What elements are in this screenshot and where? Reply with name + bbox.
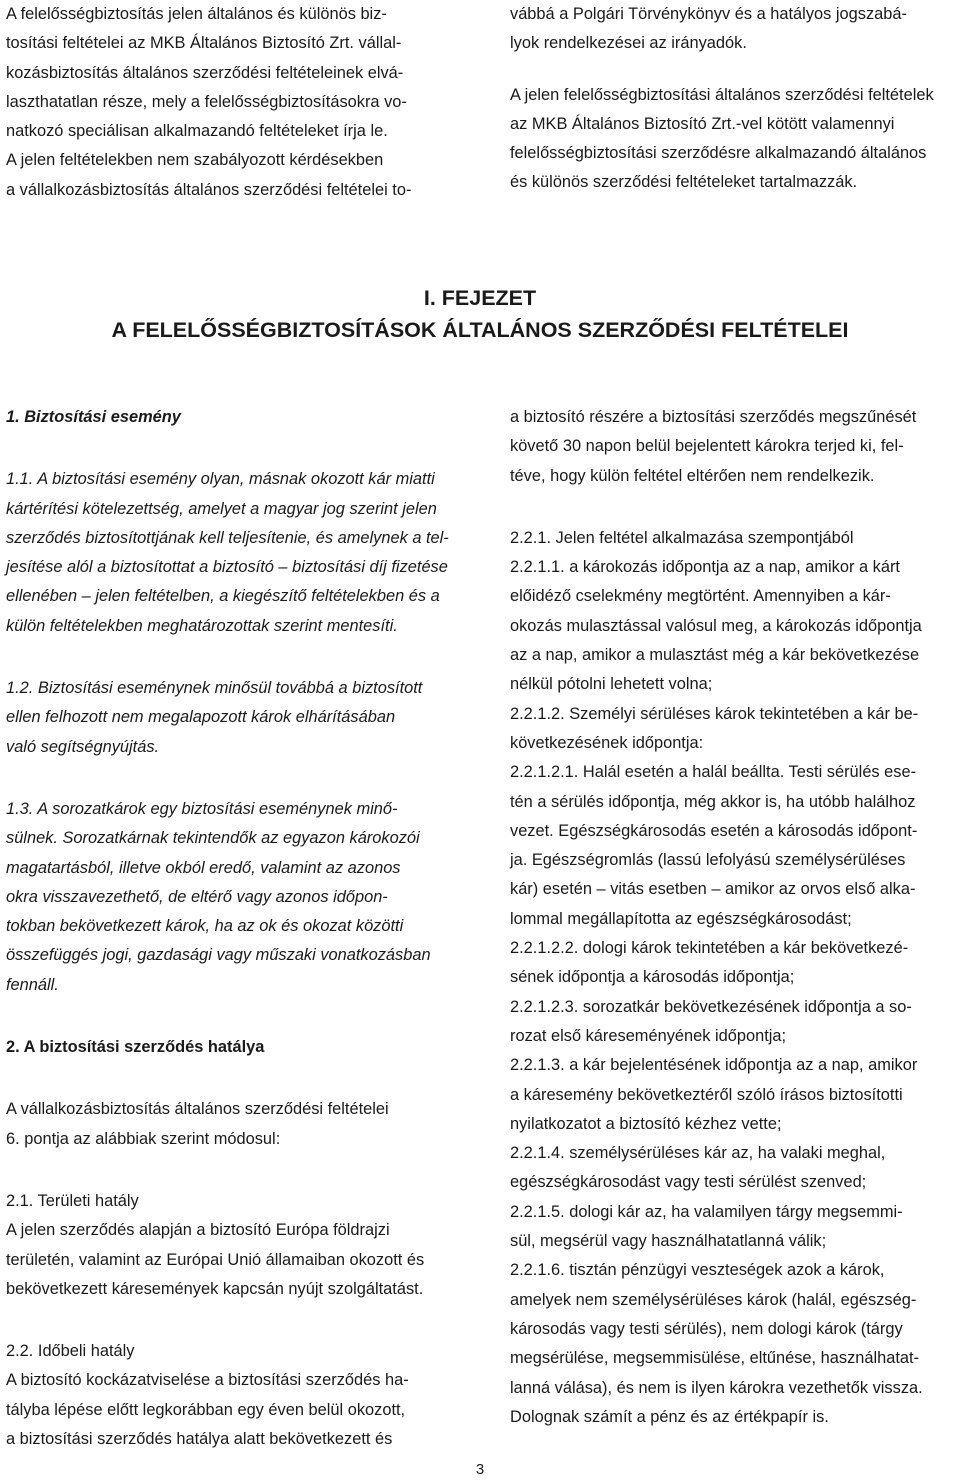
intro-paragraph: A felelősségbiztosítás jelen általános és különös biz- tosítási feltételei az MKB Általános Biztosító Zrt. vállal- kozásbiztosítás általános szerződési feltételeinek elvá- laszthatatlan része, mely a felelősségbiztosításokra vo- natkozó speciálisan alkalmazandó feltételeket írja le. A jelen feltételekben nem szabályozott kérdésekben a vállalkozásbiztosítás általános szerződési feltételei to-	[6, 5, 412, 199]
intro-scope-paragraph: A jelen felelősségbiztosítási általános szerződési feltételek az MKB Általános Biztosító Zrt.-vel kötött valamennyi felelősségbiztosítási szerződésre alkalmazandó általános és különös szerződési feltételeket tartalmazzák.	[510, 85, 934, 192]
page-number: 3	[475, 1461, 485, 1478]
intro-right-column	[510, 0, 958, 198]
paragraph-2-intro: A vállalkozásbiztosítás általános szerződési feltételei 6. pontja az alábbiak szerint módosul:	[6, 1100, 389, 1148]
paragraph-1-3: 1.3. A sorozatkárok egy biztosítási eseménynek minő- sülnek. Sorozatkárnak tekintendők az egyazon károkozói magatartásból, illetve okból eredő, valamint az azonos okra visszavezethető, de eltérő vagy azonos időpon- tokban bekövetkezett károk, ha az ok és okozat közötti összefüggés jogi, gazdasági vagy műszaki vonatkozásban fennáll.	[6, 799, 431, 994]
chapter-heading	[0, 282, 960, 346]
section-heading-1: 1. Biztosítási esemény	[6, 408, 181, 426]
intro-left-column	[6, 0, 454, 205]
paragraph-1-1: 1.1. A biztosítási esemény olyan, másnak okozott kár miatti kártérítési kötelezettség, amelyet a magyar jog szerint jelen szerződés biztosítottjának kell teljesítenie, és amelynek a tel- jesítése alól a biztosítottat a biztosító – biztosítási díj fizetése ellenében – jelen feltételben, a kiegészítő feltételekben és a külön feltételekben meghatározottak szerint mentesíti.	[6, 470, 449, 635]
paragraph-2-1: 2.1. Területi hatály A jelen szerződés alapján a biztosító Európa földrajzi területén, valamint az Európai Unió államaiban okozott és bekövetkezett káresemények kapcsán nyújt szolgáltatást.	[6, 1191, 425, 1298]
paragraph-1-2: 1.2. Biztosítási eseménynek minősül továbbá a biztosított ellen felhozott nem megalapozott károk elhárításában való segítségnyújtás.	[6, 679, 423, 756]
intro-continuation: vábbá a Polgári Törvénykönyv és a hatályos jogszabá- lyok rendelkezései az irányadók.	[510, 5, 907, 53]
chapter-number: I. FEJEZET	[423, 286, 537, 310]
chapter-title: A FELELŐSSÉGBIZTOSÍTÁSOK ÁLTALÁNOS SZERZŐDÉSI FELTÉTELEI	[111, 318, 849, 342]
definitions-list: 2.2.1. Jelen feltétel alkalmazása szempontjából 2.2.1.1. a károkozás időpontja az a nap, amikor a kárt előidéző cselekmény megtörtént. Amennyiben a kár- okozás mulasztással valósul meg, a károkozás időpontja az a nap, amikor a mulasztást még a kár bekövetkezése nélkül pótolni lehetett volna; 2.2.1.2. Személyi sérüléses károk tekintetében a kár be- következésének időpontja: 2.2.1.2.1. Halál esetén a halál beállta. Testi sérülés ese- tén a sérülés időpontja, még akkor is, ha utóbb halálhoz vezet. Egészségkárosodás esetén a károsodás időpont- ja. Egészségromlás (lassú lefolyású személysérüléses kár) esetén – vitás esetben – amikor az orvos első alka- lommal megállapította az egészségkárosodást; 2.2.1.2.2. dologi károk tekintetében a kár bekövetkezé- sének időpontja a károsodás időpontja; 2.2.1.2.3. sorozatkár bekövetkezésének időpontja a so- rozat első káreseményének időpontja; 2.2.1.3. a kár bejelentésének időpontja az a nap, amikor a káresemény bekövetkeztéről szóló írásos biztosítotti nyilatkozatot a biztosító kézhez vette; 2.2.1.4. személysérüléses kár az, ha valaki meghal, egészségkárosodást vagy testi sérülést szenved; 2.2.1.5. dologi kár az, ha valamilyen tárgy megsemmi- sül, megsérül vagy használhatatlanná válik; 2.2.1.6. tisztán pénzügyi veszteségek azok a károk, amelyek nem személysérüléses károk (halál, egészség- károsodás vagy testi sérülés), nem dologi károk (tárgy megsérülése, megsemmisülése, eltűnése, használhatat- lanná válása), és nem is ilyen károkra vezethetők vissza. Dolognak számít a pénz és az értékpapír is.	[510, 528, 923, 1426]
left-column	[6, 403, 454, 1454]
paragraph-2-2: 2.2. Időbeli hatály A biztosító kockázatviselése a biztosítási szerződés ha- tályba lépése előtt legkorábban egy éven belül okozott, a biztosítási szerződés hatálya alatt bekövetkezett és	[6, 1342, 409, 1449]
section-heading-2: 2. A biztosítási szerződés hatálya	[6, 1038, 265, 1057]
paragraph-2-2-continued: a biztosító részére a biztosítási szerződés megszűnését követő 30 napon belül bejelentett károkra terjed ki, fel- téve, hogy külön feltétel eltérően nem rendelkezik.	[510, 408, 917, 485]
right-column	[510, 403, 958, 1432]
